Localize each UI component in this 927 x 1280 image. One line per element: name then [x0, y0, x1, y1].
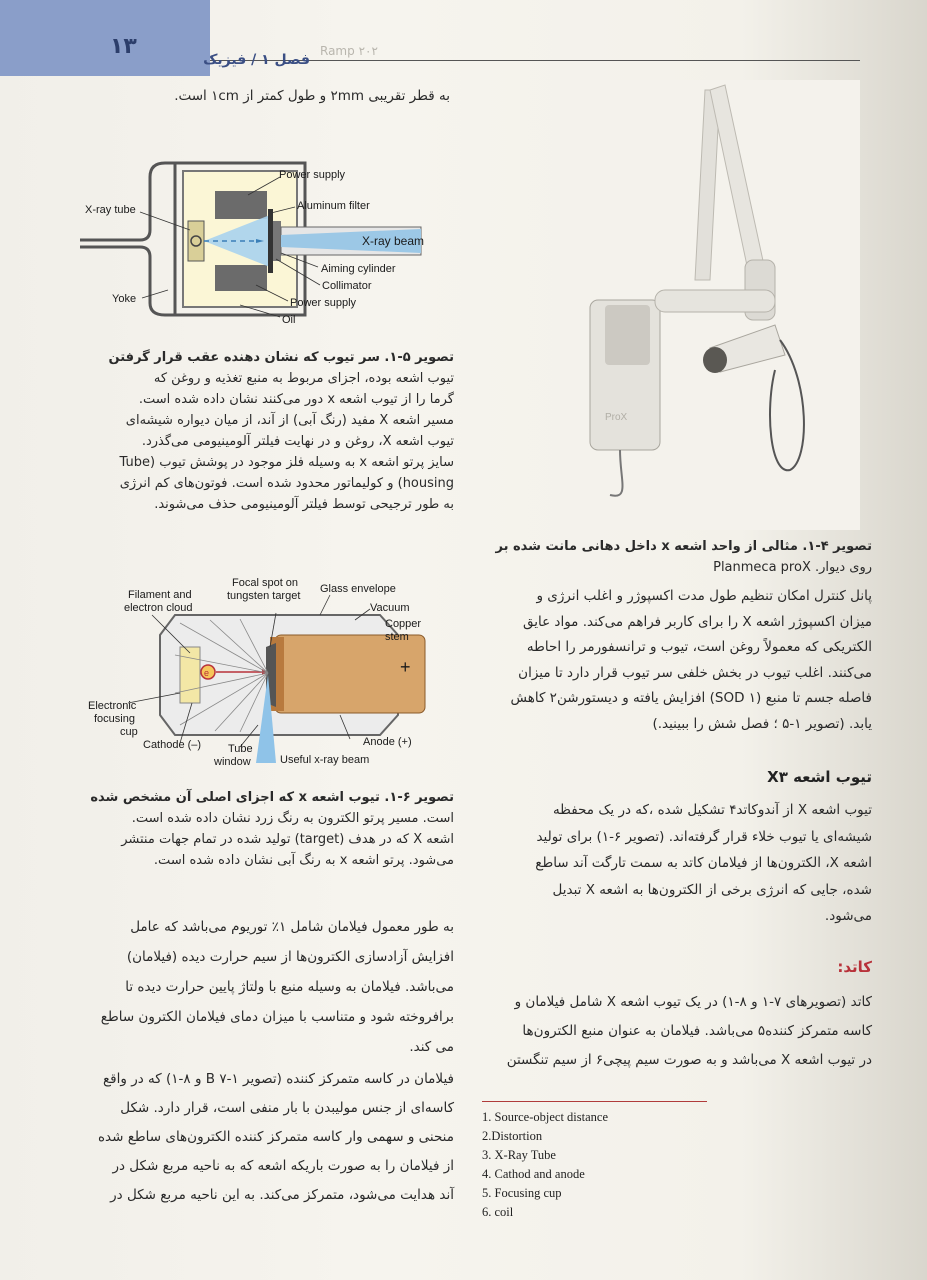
- text-line: کاتد (تصویرهای ۷-۱ و ۸-۱) در یک تیوب اشعه X شامل فیلامان و: [514, 994, 872, 1010]
- label-aiming-cylinder: Aiming cylinder: [321, 263, 396, 275]
- caption-line: است. مسیر پرتو الکترون به رنگ زرد نشان داده شده است.: [131, 811, 454, 826]
- caption-line: سایز پرتو اشعه x به وسیله فلز موجود در پوشش تیوب (Tube: [119, 455, 454, 470]
- label-cup: cup: [120, 726, 138, 738]
- label-focusing: focusing: [94, 713, 135, 725]
- text-line: الکتریکی که معمولاً روغن است، تیوب و ترانسفورمر را احاطه: [526, 639, 872, 655]
- text-line: کاسه‌ای از جنس مولیبدن با بار منفی است، قرار دارد. شکل: [120, 1100, 454, 1116]
- caption-line: گرما را از تیوب اشعه x دور می‌کنند نشان داده شده است.: [138, 392, 454, 407]
- label-useful-beam: Useful x-ray beam: [280, 754, 370, 766]
- footnote-5: 5. Focusing cup: [482, 1186, 562, 1200]
- photo-brand-text: ProX: [605, 412, 628, 423]
- bleed-through-text: ۲۰۲ Ramp: [320, 44, 378, 58]
- label-anode: Anode (+): [363, 736, 412, 748]
- caption-line: روی دیوار. Planmeca proX: [713, 560, 872, 575]
- caption-line: تیوب اشعه بوده، اجزای مربوط به منبع تغذیه و روغن که: [153, 371, 454, 386]
- caption-line: مسیر اشعه X مفید (رنگ آبی) از آند، از میان دیواره شیشه‌ای: [125, 413, 454, 428]
- text-line: فیلامان در کاسه متمرکز کننده (تصویر B ۷-۱ و ۸-۱) که در واقع: [103, 1071, 454, 1087]
- text-line: افزایش آزادسازی الکترون‌ها از سیم حرارت دیده (فیلامان): [126, 949, 454, 965]
- figure-1-4-caption: [482, 536, 872, 578]
- label-tube: Tube: [228, 743, 253, 755]
- aluminum-filter-shape: [268, 209, 273, 273]
- text-line: می‌باشد. فیلامان به وسیله منبع با ولتاژ پایین حرارت دیده تا: [125, 979, 454, 995]
- caption-line: تصویر ۵-۱. سر تیوب که نشان دهنده عقب قرار گرفتن: [108, 350, 454, 365]
- footnote-2: 2.Distortion: [482, 1129, 543, 1143]
- right-paragraph-1: [482, 584, 872, 737]
- intro-line: به قطر تقریبی ۲mm و طول کمتر از ۱cm است.: [174, 88, 450, 104]
- label-yoke: Yoke: [112, 293, 137, 305]
- label-focal-spot: Focal spot on: [232, 577, 299, 589]
- text-line: منحنی و سهمی وار کاسه متمرکز کننده الکترون‌های ساطع شده: [97, 1129, 454, 1145]
- page-number-tab: [0, 0, 210, 76]
- page-number: ۱۳: [110, 34, 137, 59]
- text-line: می کند.: [409, 1039, 454, 1055]
- footnote-6: 6. coil: [482, 1205, 514, 1219]
- label-copper: Copper: [385, 618, 422, 630]
- text-line: پانل کنترل امکان تنظیم طول مدت اکسپوژر و اغلب انرژی و: [536, 588, 872, 604]
- footnote-rule: [482, 1101, 707, 1102]
- text-line: فاصله جسم تا منبع (SOD ۱) افزایش یافته و دیستورشن۲ کاهش: [510, 690, 872, 706]
- anode-plus-sign: +: [400, 657, 411, 677]
- figure-1-5-tube-head: [80, 155, 450, 335]
- text-line: از فیلامان را به صورت باریکه اشعه که به ناحیه مربع شکل در: [112, 1158, 454, 1174]
- heading-xray-tube: تیوب اشعه X۳: [767, 768, 872, 786]
- focusing-cup-shape: [180, 647, 200, 703]
- chapter-title: فصل ۱ / فیزیک: [203, 52, 310, 68]
- electron-symbol: e: [204, 668, 210, 678]
- label-oil: Oil: [282, 314, 296, 326]
- right-paragraph-3: [482, 988, 872, 1075]
- text-line: میزان اکسپوژر اشعه X را برای کاربر فراهم می‌کند. مواد عایق: [522, 613, 872, 630]
- label-power-supply-bottom: Power supply: [290, 297, 357, 309]
- left-paragraph-2: [72, 1065, 454, 1210]
- figure-1-5-caption: [72, 347, 454, 515]
- label-cathode: Cathode (–): [143, 739, 202, 751]
- caption-line: تصویر ۴-۱. مثالی از واحد اشعه x داخل دهانی مانت شده بر: [495, 539, 872, 554]
- text-line: شده، جایی که انرژی برخی از الکترون‌ها به اشعه X تبدیل: [552, 881, 872, 898]
- text-line: در تیوب اشعه X می‌باشد و به صورت سیم پیچی۶ از سیم تنگستن: [506, 1052, 872, 1068]
- figure-1-6-caption: [72, 787, 454, 871]
- text-line: می‌شود.: [824, 908, 872, 924]
- text-line: شیشه‌ای یا تیوب خلاء قرار گرفته‌اند. (تصویر ۶-۱) برای تولید: [536, 828, 872, 845]
- caption-line: اشعه X که در هدف (target) تولید شده در تمام جهات منتشر: [121, 832, 454, 847]
- label-power-supply-top: Power supply: [279, 169, 346, 181]
- text-line: به طور معمول فیلامان شامل ۱٪ توریوم می‌باشد که عامل: [130, 919, 454, 935]
- text-line: برافروخته شود و متناسب با میزان دمای فیلامان الکترون ساطع: [100, 1009, 454, 1025]
- footnote-3: 3. X-Ray Tube: [482, 1148, 556, 1162]
- label-filament: Filament and: [128, 589, 192, 601]
- footnote-1: 1. Source-object distance: [482, 1110, 608, 1124]
- label-aluminum-filter: Aluminum filter: [297, 200, 370, 212]
- label-vacuum: Vacuum: [370, 602, 410, 614]
- caption-line: تیوب اشعه X، روغن و در نهایت فیلتر آلومینیومی می‌گذرد.: [141, 434, 454, 449]
- label-window: window: [214, 756, 251, 768]
- footnote-4: 4. Cathod and anode: [482, 1167, 585, 1181]
- power-supply-bottom-block: [215, 265, 267, 291]
- text-line: کاسه متمرکز کننده۵ می‌باشد. فیلامان به عنوان منبع الکترون‌ها: [522, 1023, 872, 1039]
- text-line: اشعه X، الکترون‌ها از فیلامان کاتد به سمت تارگت آند ساطع: [535, 855, 872, 871]
- caption-line: می‌شود. پرتو اشعه x به رنگ آبی نشان داده شده است.: [153, 853, 454, 868]
- text-line: تیوب اشعه X از آندوکاتد۴ تشکیل شده ،که در یک محفظه: [552, 802, 872, 818]
- label-xray-beam: X-ray beam: [362, 234, 425, 248]
- text-line: آند هدایت می‌شود، متمرکز می‌کند. به این ناحیه مربع شکل در: [110, 1187, 454, 1203]
- figure-1-6-xray-tube: [80, 575, 450, 775]
- caption-line: housing) و کولیماتور محدود شده است. فوتون‌های کم انرژی: [119, 476, 454, 491]
- label-glass-envelope: Glass envelope: [320, 583, 396, 595]
- right-paragraph-2: [482, 797, 872, 930]
- left-paragraph-1: [72, 912, 454, 1062]
- label-stem: stem: [385, 631, 409, 643]
- text-line: یابد. (تصویر ۱-۵ ؛ فصل شش را ببینید.): [652, 715, 872, 732]
- text-line: می‌کنند. اغلب تیوب در بخش خلفی سر تیوب قرار دارد تا میزان: [518, 664, 872, 681]
- label-xray-tube: X-ray tube: [85, 204, 136, 216]
- label-tungsten-target: tungsten target: [227, 590, 301, 602]
- label-electron-cloud: electron cloud: [124, 602, 193, 614]
- caption-line: تصویر ۶-۱. تیوب اشعه x که اجزای اصلی آن مشخص شده: [90, 790, 454, 805]
- power-supply-top-block: [215, 191, 267, 219]
- figure-1-4-wall-xray-photo: [560, 80, 860, 530]
- heading-cathode: کاتد:: [837, 958, 872, 976]
- label-collimator: Collimator: [322, 280, 372, 292]
- label-electronic: Electronic: [88, 700, 137, 712]
- caption-line: به طور ترجیحی توسط فیلتر آلومینیومی حذف می‌شوند.: [154, 497, 454, 512]
